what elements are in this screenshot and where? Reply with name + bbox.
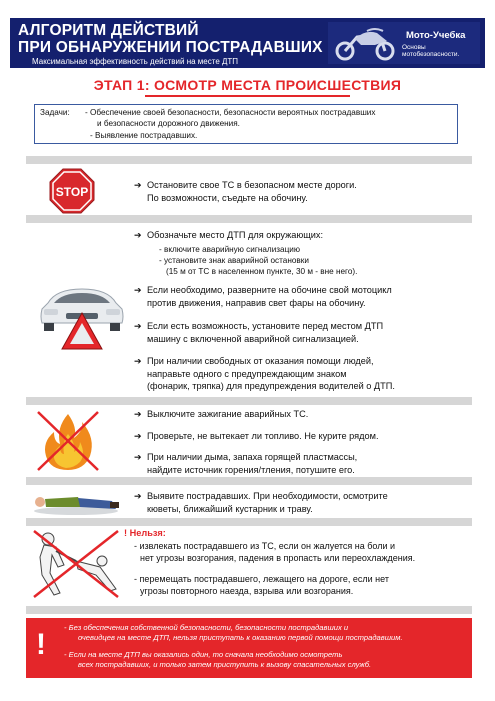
car-warning-triangle-icon (36, 283, 128, 353)
no-dragging-icon (30, 527, 122, 601)
warning-p2-line1: - Если на месте ДТП вы оказались один, то сначала необходимо осмотреть (64, 650, 343, 659)
victims-line2: кюветы, ближайший кустарник и траву. (147, 503, 313, 514)
logo-title: Мото-Учебка (406, 30, 466, 41)
section-divider (26, 215, 472, 223)
section-divider (26, 606, 472, 614)
stop-text-line2: По возможности, съедьте на обочину. (147, 192, 308, 203)
section-divider (26, 156, 472, 164)
logo (328, 22, 480, 64)
exclamation-icon: ! (36, 628, 46, 661)
tasks-line: и безопасности дорожного движения. (97, 119, 240, 128)
arrow-icon: ➔ (134, 285, 142, 295)
motorcycle-icon (331, 25, 401, 61)
mark-p4-line1: При наличии свободных от оказания помощи людей, (147, 356, 374, 366)
mark-sub-2: - установите знак аварийной остановки (159, 256, 309, 265)
arrow-icon: ➔ (134, 321, 142, 331)
tasks-line: - Выявление пострадавших. (90, 131, 198, 140)
stage-title: ЭТАП 1: ОСМОТР МЕСТА ПРОИСШЕСТВИЯ (93, 77, 402, 93)
header-subtitle: Максимальная эффективность действий на месте ДТП (32, 57, 239, 66)
arrow-icon: ➔ (134, 180, 142, 190)
forbidden-title: ! Нельзя: (124, 528, 166, 538)
warning-p1-line1: - Без обеспечения собственной безопасности, безопасности пострадавших и (64, 623, 349, 632)
header-title-line2: ПРИ ОБНАРУЖЕНИИ ПОСТРАДАВШИХ (18, 39, 323, 56)
section-divider (26, 518, 472, 526)
stage-title-underline (145, 95, 350, 97)
header-title-line1: АЛГОРИТМ ДЕЙСТВИЙ (18, 22, 199, 39)
mark-p3-line1: Если есть возможность, установите перед местом ДТП (147, 321, 384, 331)
arrow-icon: ➔ (134, 452, 142, 462)
arrow-icon: ➔ (134, 230, 142, 240)
tasks-line: - Обеспечение своей безопасности, безопасности вероятных пострадавших (85, 108, 376, 117)
arrow-icon: ➔ (134, 431, 142, 441)
mark-p4-line2: направьте одного с предупреждающим знаком (147, 368, 347, 379)
fire-p2: Проверьте, не вытекает ли топливо. Не курите рядом. (147, 431, 379, 441)
mark-p2-line1: Если необходимо, разверните на обочине свой мотоцикл (147, 285, 392, 295)
forbidden-p1-line2: нет угрозы возгорания, падения в пропасть или переохлаждения. (140, 553, 416, 563)
tasks-box (34, 104, 458, 144)
mark-intro: Обозначьте место ДТП для окружающих: (147, 230, 324, 240)
fire-p3-line2: найдите источник горения/тления, потушите его. (147, 464, 355, 475)
stop-sign-icon (49, 168, 95, 214)
arrow-icon: ➔ (134, 409, 142, 419)
logo-subtitle: Основы мотобезопасности. (402, 44, 460, 58)
section-divider (26, 477, 472, 485)
tasks-label: Задачи: (40, 108, 70, 117)
stop-text-line1: Остановите свое ТС в безопасном месте дороги. (147, 180, 357, 190)
section-divider (26, 397, 472, 405)
warning-p2-line2: всех пострадавших, и только затем приступить к вызову спасательных служб. (78, 660, 372, 669)
victims-line1: Выявите пострадавших. При необходимости, осмотрите (147, 491, 388, 501)
fire-p1: Выключите зажигание аварийных ТС. (147, 409, 309, 419)
forbidden-p2-line2: угрозы повторного наезда, взрыва или возгорания. (140, 586, 354, 596)
warning-box (26, 618, 472, 678)
mark-p4-line3: (фонарик, тряпка) для предупреждения водителей о ДТП. (147, 381, 395, 391)
forbidden-p1-line1: - извлекать пострадавшего из ТС, если он жалуется на боли и (134, 541, 396, 551)
page-header (10, 18, 485, 68)
stop-sign-text: STOP (55, 185, 89, 199)
no-fire-icon (34, 408, 102, 474)
lying-person-icon (30, 487, 122, 517)
warning-p1-line2: очевидцев на месте ДТП, нельзя приступать к оказанию первой помощи пострадавшим. (78, 633, 403, 642)
arrow-icon: ➔ (134, 491, 142, 501)
forbidden-p2-line1: - перемещать пострадавшего, лежащего на дороге, если нет (134, 574, 389, 584)
arrow-icon: ➔ (134, 356, 142, 366)
mark-p3-line2: машину с включенной аварийной сигнализацией. (147, 333, 359, 344)
mark-sub-1: - включите аварийную сигнализацию (159, 245, 300, 254)
fire-p3-line1: При наличии дыма, запаха горящей пластмассы, (147, 452, 358, 462)
mark-p2-line2: против движения, направив свет фары на обочину. (147, 297, 366, 308)
mark-sub-3: (15 м от ТС в населенном пункте, 30 м - вне него). (166, 267, 358, 276)
